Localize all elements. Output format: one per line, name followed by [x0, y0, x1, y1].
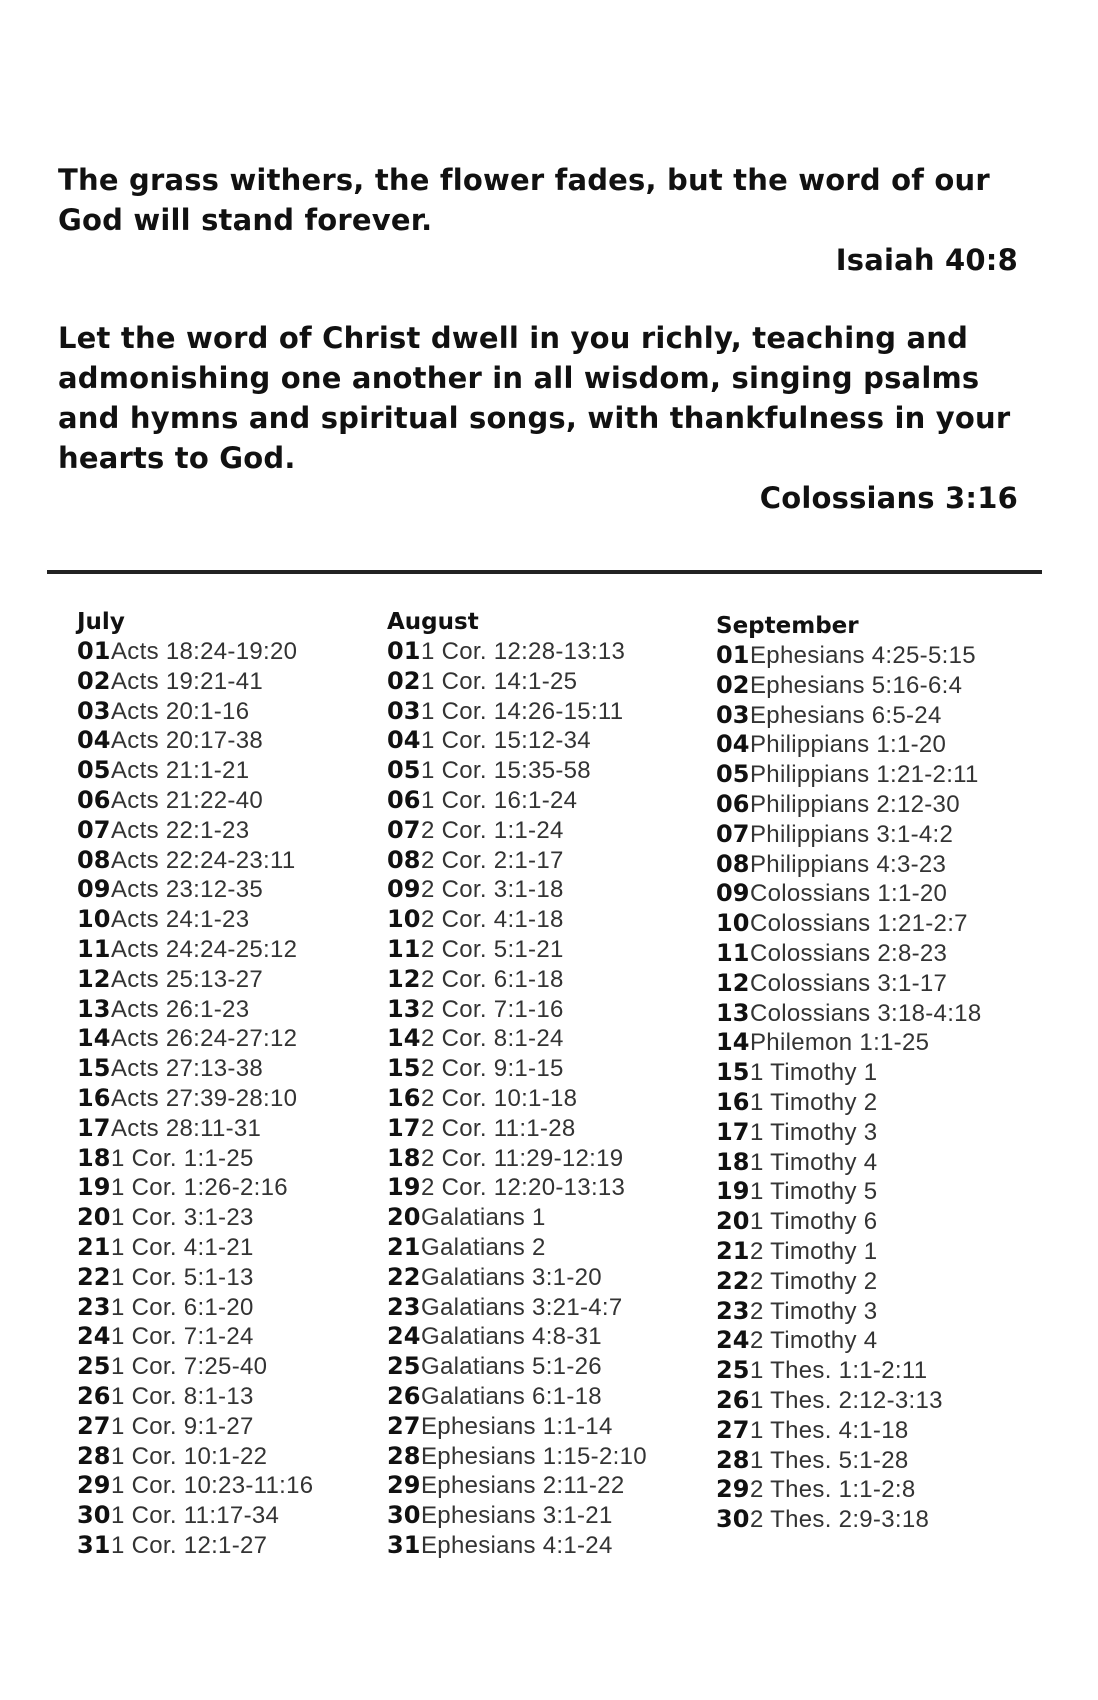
reading-row: [77, 637, 313, 667]
reading-reference: 2 Cor. 8:1-24: [421, 1025, 564, 1053]
day-number: 22: [77, 1262, 111, 1291]
reading-row: [77, 935, 313, 965]
reading-row: [77, 816, 313, 846]
day-number: 11: [387, 934, 421, 963]
reading-reference: Colossians 3:1-17: [750, 969, 948, 997]
day-number: 06: [77, 785, 111, 814]
reading-reference: 1 Cor. 15:12-34: [421, 727, 591, 755]
reading-row: [716, 1207, 981, 1237]
reading-reference: 2 Cor. 4:1-18: [421, 906, 564, 934]
day-number: 04: [716, 730, 750, 759]
day-number: 25: [387, 1352, 421, 1381]
reading-row: [387, 1352, 647, 1382]
reading-row: [716, 999, 981, 1029]
reading-row: [77, 1471, 313, 1501]
day-number: 14: [387, 1024, 421, 1053]
day-number: 19: [716, 1177, 750, 1206]
reading-row: [387, 1382, 647, 1412]
reading-reference: Ephesians 1:15-2:10: [421, 1442, 647, 1470]
reading-reference: Philemon 1:1-25: [750, 1029, 930, 1057]
reading-row: [387, 935, 647, 965]
reading-reference: 1 Timothy 4: [750, 1148, 878, 1176]
reading-row: [716, 1058, 981, 1088]
reading-reference: 1 Cor. 7:25-40: [111, 1353, 268, 1381]
reading-row: [77, 1203, 313, 1233]
reading-row: [387, 1442, 647, 1472]
reading-reference: 1 Timothy 6: [750, 1208, 878, 1236]
day-number: 11: [716, 938, 750, 967]
day-number: 27: [77, 1411, 111, 1440]
reading-reference: 2 Cor. 10:1-18: [421, 1084, 578, 1112]
reading-row: [716, 1267, 981, 1297]
reading-row: [716, 641, 981, 671]
reading-row: [77, 1233, 313, 1263]
reading-row: [716, 879, 981, 909]
day-number: 25: [77, 1352, 111, 1381]
day-number: 13: [77, 994, 111, 1023]
reading-row: [716, 671, 981, 701]
reading-reference: 1 Thes. 2:12-3:13: [750, 1386, 943, 1414]
reading-reference: Acts 22:1-23: [111, 816, 250, 844]
reading-reference: Acts 21:1-21: [111, 757, 250, 785]
reading-row: [77, 875, 313, 905]
quote-colossians: [58, 318, 1018, 518]
reading-row: [77, 1144, 313, 1174]
reading-reference: 2 Cor. 6:1-18: [421, 965, 564, 993]
reading-row: [387, 1024, 647, 1054]
reading-row: [387, 1144, 647, 1174]
reading-row: [387, 1084, 647, 1114]
reading-reference: 2 Cor. 9:1-15: [421, 1055, 564, 1083]
reading-reference: 2 Cor. 11:1-28: [421, 1114, 576, 1142]
reading-row: [77, 1173, 313, 1203]
reading-reference: 2 Cor. 11:29-12:19: [421, 1144, 624, 1172]
reading-reference: 2 Cor. 2:1-17: [421, 846, 564, 874]
day-number: 31: [77, 1530, 111, 1559]
reading-row: [387, 1501, 647, 1531]
reading-row: [77, 1024, 313, 1054]
reading-reference: 1 Cor. 11:17-34: [111, 1502, 280, 1530]
day-number: 01: [387, 637, 421, 665]
day-number: 07: [716, 819, 750, 848]
reading-row: [387, 667, 647, 697]
day-number: 21: [716, 1236, 750, 1265]
reading-reference: 1 Cor. 12:28-13:13: [421, 638, 626, 665]
reading-reference: Acts 27:39-28:10: [111, 1084, 298, 1112]
reading-reference: Galatians 3:21-4:7: [421, 1293, 623, 1321]
month-heading: September: [716, 613, 859, 639]
reading-reference: Acts 21:22-40: [111, 786, 263, 814]
reading-reference: Acts 18:24-19:20: [111, 638, 298, 665]
day-number: 29: [716, 1475, 750, 1504]
reading-reference: Ephesians 2:11-22: [421, 1472, 625, 1500]
day-number: 28: [716, 1445, 750, 1474]
reading-reference: 1 Cor. 9:1-27: [111, 1412, 254, 1440]
reading-reference: 1 Thes. 1:1-2:11: [750, 1357, 928, 1385]
reading-row: [77, 1382, 313, 1412]
reading-reference: Acts 20:1-16: [111, 697, 250, 725]
month-heading: August: [387, 609, 479, 635]
reading-reference: 2 Thes. 1:1-2:8: [750, 1476, 916, 1504]
reading-reference: Acts 23:12-35: [111, 876, 263, 904]
reading-reference: 1 Cor. 14:26-15:11: [421, 697, 624, 725]
day-number: 24: [77, 1322, 111, 1351]
reading-row: [716, 1088, 981, 1118]
reading-reference: Acts 28:11-31: [111, 1114, 262, 1142]
reading-row: [716, 1148, 981, 1178]
day-number: 15: [716, 1058, 750, 1087]
day-number: 01: [716, 641, 750, 669]
reading-row: [387, 1114, 647, 1144]
reading-reference: 2 Thes. 2:9-3:18: [750, 1506, 930, 1534]
reading-reference: 1 Cor. 12:1-27: [111, 1531, 268, 1559]
reading-row: [77, 905, 313, 935]
reading-row: [387, 1322, 647, 1352]
day-number: 07: [387, 815, 421, 844]
day-number: 18: [387, 1143, 421, 1172]
reading-reference: 1 Timothy 3: [750, 1118, 878, 1146]
day-number: 14: [77, 1024, 111, 1053]
reading-row: [716, 1475, 981, 1505]
reading-row: [387, 637, 647, 667]
reading-row: [716, 760, 981, 790]
reading-row: [716, 1297, 981, 1327]
reading-row: [77, 1293, 313, 1323]
day-number: 23: [387, 1292, 421, 1321]
reading-row: [716, 1446, 981, 1476]
reading-reference: Acts 27:13-38: [111, 1055, 263, 1083]
reading-row: [387, 995, 647, 1025]
reading-row: [387, 1203, 647, 1233]
quote-reference: Isaiah 40:8: [835, 243, 1018, 277]
day-number: 21: [77, 1232, 111, 1261]
day-number: 27: [387, 1411, 421, 1440]
reading-reference: 1 Timothy 5: [750, 1178, 878, 1206]
day-number: 05: [77, 756, 111, 785]
reading-reference: Philippians 4:3-23: [750, 850, 947, 878]
reading-reference: Ephesians 5:16-6:4: [750, 671, 963, 699]
reading-row: [716, 1356, 981, 1386]
reading-reference: 1 Thes. 5:1-28: [750, 1446, 909, 1474]
day-number: 13: [716, 998, 750, 1027]
day-number: 29: [387, 1471, 421, 1500]
reading-row: [77, 1531, 313, 1561]
reading-reference: 2 Cor. 3:1-18: [421, 876, 564, 904]
reading-reference: Ephesians 3:1-21: [421, 1502, 613, 1530]
reading-row: [716, 701, 981, 731]
reading-reference: 1 Cor. 1:26-2:16: [111, 1174, 288, 1202]
month-column-september: [716, 612, 981, 1535]
day-number: 12: [77, 964, 111, 993]
reading-row: [77, 1263, 313, 1293]
day-number: 28: [387, 1441, 421, 1470]
day-number: 10: [716, 909, 750, 938]
reading-row: [77, 1412, 313, 1442]
day-number: 17: [716, 1117, 750, 1146]
reading-row: [77, 1442, 313, 1472]
day-number: 09: [77, 875, 111, 904]
reading-reference: Philippians 1:1-20: [750, 731, 947, 759]
day-number: 22: [387, 1262, 421, 1291]
reading-row: [77, 697, 313, 727]
reading-reference: Galatians 2: [421, 1233, 546, 1261]
reading-reference: Galatians 5:1-26: [421, 1353, 602, 1381]
day-number: 23: [77, 1292, 111, 1321]
reading-reference: 1 Cor. 16:1-24: [421, 786, 578, 814]
day-number: 30: [387, 1501, 421, 1530]
reading-reference: 2 Timothy 4: [750, 1327, 878, 1355]
reading-reference: 2 Cor. 12:20-13:13: [421, 1174, 626, 1202]
reading-row: [387, 1293, 647, 1323]
reading-reference: Ephesians 4:25-5:15: [750, 642, 976, 669]
reading-row: [387, 816, 647, 846]
day-number: 28: [77, 1441, 111, 1470]
reading-row: [387, 1412, 647, 1442]
reading-reference: 1 Cor. 6:1-20: [111, 1293, 254, 1321]
reading-row: [77, 965, 313, 995]
day-number: 26: [77, 1381, 111, 1410]
day-number: 03: [77, 696, 111, 725]
day-number: 20: [716, 1207, 750, 1236]
reading-reference: 1 Timothy 1: [750, 1059, 878, 1087]
day-number: 12: [716, 968, 750, 997]
reading-row: [716, 909, 981, 939]
day-number: 06: [387, 785, 421, 814]
day-number: 03: [716, 700, 750, 729]
reading-row: [387, 1173, 647, 1203]
month-column-august: [387, 608, 647, 1561]
day-number: 26: [387, 1381, 421, 1410]
reading-row: [387, 1471, 647, 1501]
reading-row: [716, 1505, 981, 1535]
reading-reference: 1 Cor. 7:1-24: [111, 1323, 254, 1351]
reading-row: [77, 846, 313, 876]
day-number: 04: [77, 726, 111, 755]
day-number: 30: [716, 1505, 750, 1534]
reading-row: [716, 939, 981, 969]
reading-reference: Acts 24:1-23: [111, 906, 250, 934]
reading-row: [716, 1416, 981, 1446]
reading-row: [716, 730, 981, 760]
quote-text: Let the word of Christ dwell in you richly, teaching and admonishing one another in all wisdom, singing psalms and hymns and spiritual songs, with thankfulness in your hearts to God.: [58, 321, 1011, 475]
reading-reference: Acts 26:24-27:12: [111, 1025, 298, 1053]
reading-row: [387, 965, 647, 995]
reading-row: [387, 1263, 647, 1293]
day-number: 19: [387, 1173, 421, 1202]
day-number: 31: [387, 1530, 421, 1559]
day-number: 05: [387, 756, 421, 785]
reading-row: [77, 1114, 313, 1144]
day-number: 15: [77, 1054, 111, 1083]
reading-row: [716, 1177, 981, 1207]
day-number: 13: [387, 994, 421, 1023]
reading-reference: Acts 22:24-23:11: [111, 846, 296, 874]
reading-reference: Colossians 1:1-20: [750, 880, 948, 908]
reading-reference: Philippians 1:21-2:11: [750, 761, 979, 789]
reading-reference: Galatians 1: [421, 1204, 546, 1232]
quote-reference: Colossians 3:16: [759, 481, 1018, 515]
day-number: 29: [77, 1471, 111, 1500]
day-number: 26: [716, 1385, 750, 1414]
day-number: 02: [716, 670, 750, 699]
reading-reference: 2 Timothy 2: [750, 1267, 878, 1295]
reading-reference: Ephesians 6:5-24: [750, 701, 942, 729]
reading-reference: 1 Timothy 2: [750, 1088, 878, 1116]
reading-reference: 1 Cor. 10:1-22: [111, 1442, 268, 1470]
reading-row: [387, 726, 647, 756]
reading-reference: Colossians 2:8-23: [750, 939, 948, 967]
day-number: 20: [387, 1203, 421, 1232]
reading-row: [716, 790, 981, 820]
reading-row: [77, 1322, 313, 1352]
day-number: 18: [77, 1143, 111, 1172]
reading-reference: Philippians 3:1-4:2: [750, 820, 954, 848]
reading-row: [77, 786, 313, 816]
reading-row: [387, 1054, 647, 1084]
reading-row: [716, 1028, 981, 1058]
reading-reference: Galatians 4:8-31: [421, 1323, 602, 1351]
reading-reference: 1 Thes. 4:1-18: [750, 1416, 909, 1444]
reading-reference: 1 Cor. 14:1-25: [421, 667, 578, 695]
reading-row: [77, 1352, 313, 1382]
day-number: 16: [387, 1083, 421, 1112]
reading-row: [387, 786, 647, 816]
reading-reference: Acts 26:1-23: [111, 995, 250, 1023]
reading-row: [77, 995, 313, 1025]
reading-reference: 1 Cor. 3:1-23: [111, 1204, 254, 1232]
day-number: 16: [716, 1087, 750, 1116]
day-number: 08: [77, 845, 111, 874]
reading-reference: 1 Cor. 1:1-25: [111, 1144, 254, 1172]
reading-reference: 1 Cor. 5:1-13: [111, 1263, 254, 1291]
day-number: 03: [387, 696, 421, 725]
reading-row: [716, 1326, 981, 1356]
divider-line: [47, 570, 1042, 574]
day-number: 08: [387, 845, 421, 874]
reading-reference: 2 Cor. 1:1-24: [421, 816, 564, 844]
reading-reference: 2 Timothy 1: [750, 1237, 878, 1265]
reading-reference: 2 Cor. 7:1-16: [421, 995, 564, 1023]
reading-reference: 2 Cor. 5:1-21: [421, 935, 564, 963]
reading-reference: 1 Cor. 8:1-13: [111, 1382, 254, 1410]
day-number: 21: [387, 1232, 421, 1261]
reading-reference: 2 Timothy 3: [750, 1297, 878, 1325]
day-number: 11: [77, 934, 111, 963]
reading-reference: Acts 24:24-25:12: [111, 935, 298, 963]
day-number: 14: [716, 1028, 750, 1057]
day-number: 18: [716, 1147, 750, 1176]
reading-reference: Acts 19:21-41: [111, 667, 263, 695]
reading-row: [387, 905, 647, 935]
reading-row: [387, 1531, 647, 1561]
reading-row: [387, 697, 647, 727]
day-number: 12: [387, 964, 421, 993]
reading-reference: Acts 25:13-27: [111, 965, 263, 993]
reading-row: [387, 846, 647, 876]
day-number: 22: [716, 1266, 750, 1295]
reading-reference: Colossians 3:18-4:18: [750, 999, 982, 1027]
reading-row: [77, 1084, 313, 1114]
reading-reference: 1 Cor. 4:1-21: [111, 1233, 254, 1261]
day-number: 17: [77, 1113, 111, 1142]
day-number: 02: [387, 666, 421, 695]
reading-row: [387, 875, 647, 905]
day-number: 09: [716, 879, 750, 908]
reading-row: [716, 850, 981, 880]
reading-reference: Galatians 6:1-18: [421, 1382, 602, 1410]
reading-row: [387, 1233, 647, 1263]
day-number: 10: [387, 905, 421, 934]
day-number: 27: [716, 1415, 750, 1444]
day-number: 16: [77, 1083, 111, 1112]
day-number: 25: [716, 1356, 750, 1385]
reading-row: [77, 756, 313, 786]
day-number: 15: [387, 1054, 421, 1083]
reading-reference: Galatians 3:1-20: [421, 1263, 602, 1291]
reading-reference: Colossians 1:21-2:7: [750, 910, 968, 938]
day-number: 23: [716, 1296, 750, 1325]
day-number: 24: [716, 1326, 750, 1355]
quote-text: The grass withers, the flower fades, but the word of our God will stand forever.: [58, 163, 990, 237]
month-heading: July: [77, 609, 125, 635]
quote-isaiah: [58, 160, 1018, 280]
day-number: 19: [77, 1173, 111, 1202]
day-number: 05: [716, 760, 750, 789]
reading-row: [77, 726, 313, 756]
day-number: 07: [77, 815, 111, 844]
day-number: 10: [77, 905, 111, 934]
reading-row: [716, 1386, 981, 1416]
reading-row: [77, 667, 313, 697]
reading-reference: 1 Cor. 15:35-58: [421, 757, 591, 785]
day-number: 02: [77, 666, 111, 695]
reading-reference: Ephesians 1:1-14: [421, 1412, 613, 1440]
day-number: 24: [387, 1322, 421, 1351]
day-number: 08: [716, 849, 750, 878]
reading-row: [77, 1054, 313, 1084]
reading-row: [387, 756, 647, 786]
day-number: 09: [387, 875, 421, 904]
day-number: 04: [387, 726, 421, 755]
reading-row: [77, 1501, 313, 1531]
reading-row: [716, 969, 981, 999]
day-number: 30: [77, 1501, 111, 1530]
reading-reference: Ephesians 4:1-24: [421, 1531, 613, 1559]
month-column-july: [77, 608, 313, 1561]
day-number: 01: [77, 637, 111, 665]
day-number: 20: [77, 1203, 111, 1232]
reading-row: [716, 1237, 981, 1267]
reading-reference: Acts 20:17-38: [111, 727, 263, 755]
day-number: 17: [387, 1113, 421, 1142]
reading-row: [716, 820, 981, 850]
reading-reference: 1 Cor. 10:23-11:16: [111, 1472, 314, 1500]
reading-reference: Philippians 2:12-30: [750, 790, 960, 818]
reading-row: [716, 1118, 981, 1148]
day-number: 06: [716, 789, 750, 818]
